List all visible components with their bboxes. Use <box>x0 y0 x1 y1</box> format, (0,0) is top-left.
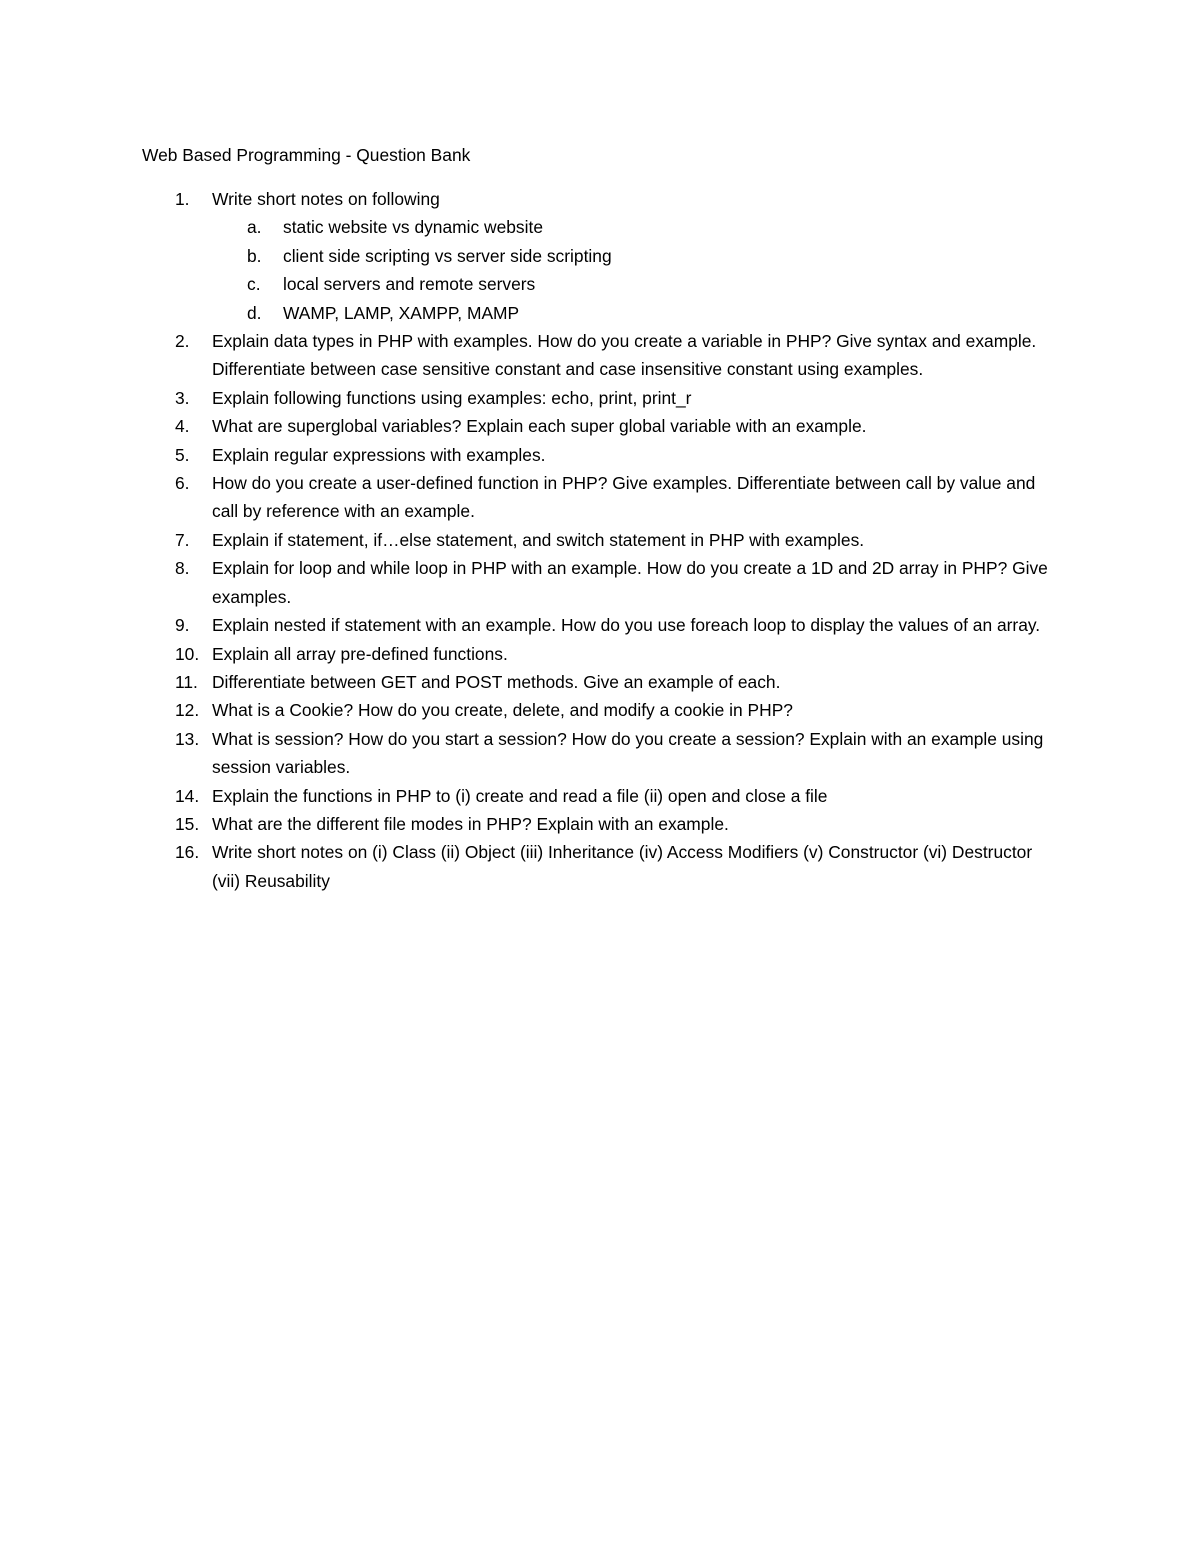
question-number: 13. <box>175 728 200 749</box>
question-number: 9. <box>175 615 190 636</box>
sub-question-item <box>212 270 1058 298</box>
question-number: 7. <box>175 529 190 550</box>
question-item <box>0 469 1058 526</box>
question-number: 16. <box>175 842 200 863</box>
question-number: 4. <box>175 416 190 437</box>
sub-question-item <box>212 213 1058 241</box>
sub-question-text: static website vs dynamic website <box>283 217 543 238</box>
question-text: How do you create a user-defined function in PHP? Give examples. Differentiate between call by value and call by reference with an example. <box>212 473 1036 522</box>
question-item <box>0 526 1058 554</box>
question-number: 6. <box>175 473 190 494</box>
question-item <box>0 384 1058 412</box>
question-number: 15. <box>175 813 200 834</box>
question-number: 14. <box>175 785 200 806</box>
question-item <box>0 782 1058 810</box>
sub-question-letter: a. <box>247 217 262 238</box>
question-text: Explain for loop and while loop in PHP with an example. How do you create a 1D and 2D array in PHP? Give examples. <box>212 558 1048 607</box>
question-number: 11. <box>175 671 198 692</box>
question-text: Explain if statement, if…else statement, and switch statement in PHP with examples. <box>212 529 865 550</box>
question-item <box>0 838 1058 895</box>
question-text: What is a Cookie? How do you create, delete, and modify a cookie in PHP? <box>212 700 793 721</box>
question-text: Explain following functions using examples: echo, print, print_r <box>212 387 692 408</box>
question-text: Explain the functions in PHP to (i) create and read a file (ii) open and close a file <box>212 785 828 806</box>
document-title: Web Based Programming - Question Bank <box>142 145 471 165</box>
question-item <box>0 810 1058 838</box>
question-text: Write short notes on following <box>212 189 440 209</box>
sub-question-item <box>212 299 1058 327</box>
sub-question-item <box>212 242 1058 270</box>
question-text: Explain nested if statement with an example. How do you use foreach loop to display the values of an array. <box>212 615 1041 636</box>
question-text: Explain regular expressions with examples. <box>212 444 546 465</box>
question-item <box>0 640 1058 668</box>
question-text: Differentiate between GET and POST methods. Give an example of each. <box>212 671 781 692</box>
question-item <box>0 696 1058 724</box>
question-item <box>0 327 1058 384</box>
sub-question-text: local servers and remote servers <box>283 274 536 295</box>
question-number: 3. <box>175 387 190 408</box>
question-item <box>0 412 1058 440</box>
question-item <box>0 611 1058 639</box>
sub-question-letter: b. <box>247 245 262 266</box>
sub-question-list <box>212 213 1058 327</box>
question-item <box>0 725 1058 782</box>
question-item <box>0 441 1058 469</box>
question-text: Write short notes on (i) Class (ii) Object (iii) Inheritance (iv) Access Modifiers (v) Constructor (vi) Destructor (vii) Reusability <box>212 842 1033 891</box>
question-text: Explain data types in PHP with examples. How do you create a variable in PHP? Give syntax and example. Differentiate between case sensitive constant and case insensitive constant using examples. <box>212 331 1037 380</box>
question-number: 10. <box>175 643 200 664</box>
question-number: 1. <box>175 189 190 209</box>
question-text: What are the different file modes in PHP? Explain with an example. <box>212 813 729 834</box>
question-text: What are superglobal variables? Explain each super global variable with an example. <box>212 416 867 437</box>
question-list <box>0 185 1200 895</box>
question-text: Explain all array pre-defined functions. <box>212 643 508 664</box>
question-text: What is session? How do you start a session? How do you create a session? Explain with an example using session variables. <box>212 728 1044 778</box>
sub-question-letter: d. <box>247 302 262 323</box>
question-item <box>0 668 1058 696</box>
sub-question-text: client side scripting vs server side scripting <box>283 245 612 266</box>
question-item <box>0 185 1058 327</box>
question-number: 8. <box>175 558 190 579</box>
question-number: 2. <box>175 331 190 352</box>
question-item <box>0 554 1058 611</box>
question-number: 12. <box>175 700 200 721</box>
sub-question-text: WAMP, LAMP, XAMPP, MAMP <box>283 302 520 323</box>
question-number: 5. <box>175 444 190 465</box>
sub-question-letter: c. <box>247 274 261 295</box>
